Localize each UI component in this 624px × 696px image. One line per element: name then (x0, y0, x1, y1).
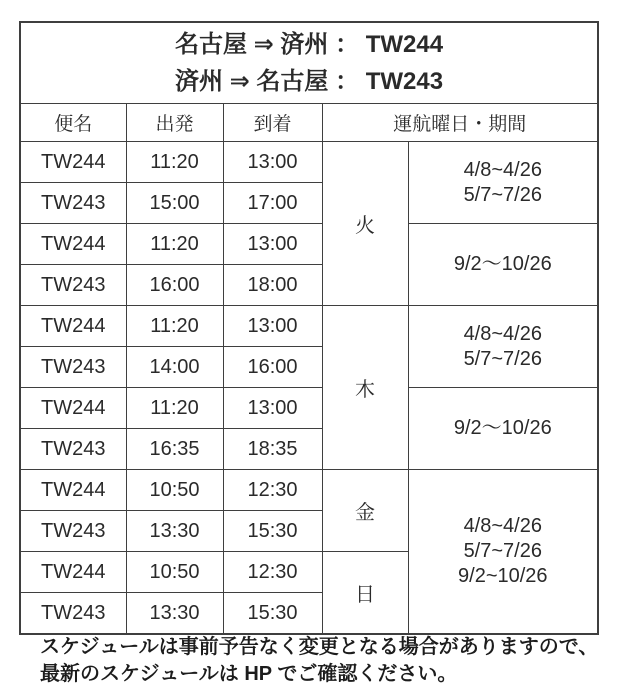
table-row (20, 470, 598, 511)
flight-cell: TW243 (20, 347, 126, 388)
departure-cell: 10:50 (126, 552, 223, 593)
day-cell-friday: 金 (322, 470, 408, 552)
flight-cell: TW243 (20, 183, 126, 224)
table-row (20, 224, 598, 265)
departure-cell: 11:20 (126, 224, 223, 265)
period-cell (408, 224, 598, 306)
period-line: 4/8~4/26 (463, 322, 542, 345)
period-cell (408, 470, 598, 635)
departure-cell: 11:20 (126, 306, 223, 347)
arrival-cell: 13:00 (223, 306, 322, 347)
arrival-cell: 17:00 (223, 183, 322, 224)
period-line: 4/8~4/26 (463, 158, 542, 181)
title-row (20, 22, 598, 104)
route-title-line-1: 名古屋 ⇒ 済州 ： TW244 (174, 31, 444, 58)
day-cell-sunday: 日 (322, 552, 408, 635)
table-row (20, 142, 598, 183)
footer-line-1: スケジュールは事前予告なく変更となる場合がありますので、 (40, 636, 599, 658)
arrival-cell: 13:00 (223, 224, 322, 265)
flight-cell: TW244 (20, 224, 126, 265)
table-row (20, 388, 598, 429)
route-title-line-2: 済州 ⇒ 名古屋 ： TW243 (174, 68, 444, 95)
flight-cell: TW244 (20, 142, 126, 183)
route-title (20, 22, 598, 104)
departure-cell: 16:00 (126, 265, 223, 306)
period-line: 9/2～10/26 (453, 417, 552, 439)
footer-note (40, 634, 598, 688)
flight-schedule-table (19, 21, 599, 635)
period-line: 9/2~10/26 (458, 565, 548, 587)
departure-cell: 11:20 (126, 142, 223, 183)
period-cell (408, 142, 598, 224)
col-header-arrival: 到着 (223, 104, 322, 142)
footer-line-2: 最新のスケジュールは HP でご確認ください。 (40, 663, 458, 685)
departure-cell: 16:35 (126, 429, 223, 470)
column-header-row (20, 104, 598, 142)
flight-cell: TW244 (20, 552, 126, 593)
flight-cell: TW243 (20, 265, 126, 306)
arrival-cell: 13:00 (223, 388, 322, 429)
day-cell-tuesday: 火 (322, 142, 408, 306)
flight-cell: TW244 (20, 470, 126, 511)
arrival-cell: 16:00 (223, 347, 322, 388)
arrival-cell: 18:35 (223, 429, 322, 470)
col-header-schedule: 運航曜日・期間 (322, 104, 598, 142)
period-line: 9/2～10/26 (453, 253, 552, 275)
arrival-cell: 15:30 (223, 593, 322, 635)
period-line: 5/7~7/26 (463, 183, 542, 206)
period-line: 5/7~7/26 (463, 540, 542, 562)
period-cell (408, 388, 598, 470)
departure-cell: 15:00 (126, 183, 223, 224)
flight-cell: TW244 (20, 388, 126, 429)
flight-cell: TW244 (20, 306, 126, 347)
flight-cell: TW243 (20, 511, 126, 552)
table-row (20, 306, 598, 347)
flight-cell: TW243 (20, 429, 126, 470)
col-header-flight: 便名 (20, 104, 126, 142)
arrival-cell: 18:00 (223, 265, 322, 306)
period-line: 4/8~4/26 (463, 515, 542, 537)
arrival-cell: 15:30 (223, 511, 322, 552)
departure-cell: 10:50 (126, 470, 223, 511)
flight-cell: TW243 (20, 593, 126, 635)
col-header-departure: 出発 (126, 104, 223, 142)
day-cell-thursday: 木 (322, 306, 408, 470)
departure-cell: 11:20 (126, 388, 223, 429)
arrival-cell: 13:00 (223, 142, 322, 183)
period-line: 5/7~7/26 (463, 347, 542, 370)
arrival-cell: 12:30 (223, 470, 322, 511)
departure-cell: 14:00 (126, 347, 223, 388)
departure-cell: 13:30 (126, 593, 223, 635)
arrival-cell: 12:30 (223, 552, 322, 593)
departure-cell: 13:30 (126, 511, 223, 552)
period-cell (408, 306, 598, 388)
